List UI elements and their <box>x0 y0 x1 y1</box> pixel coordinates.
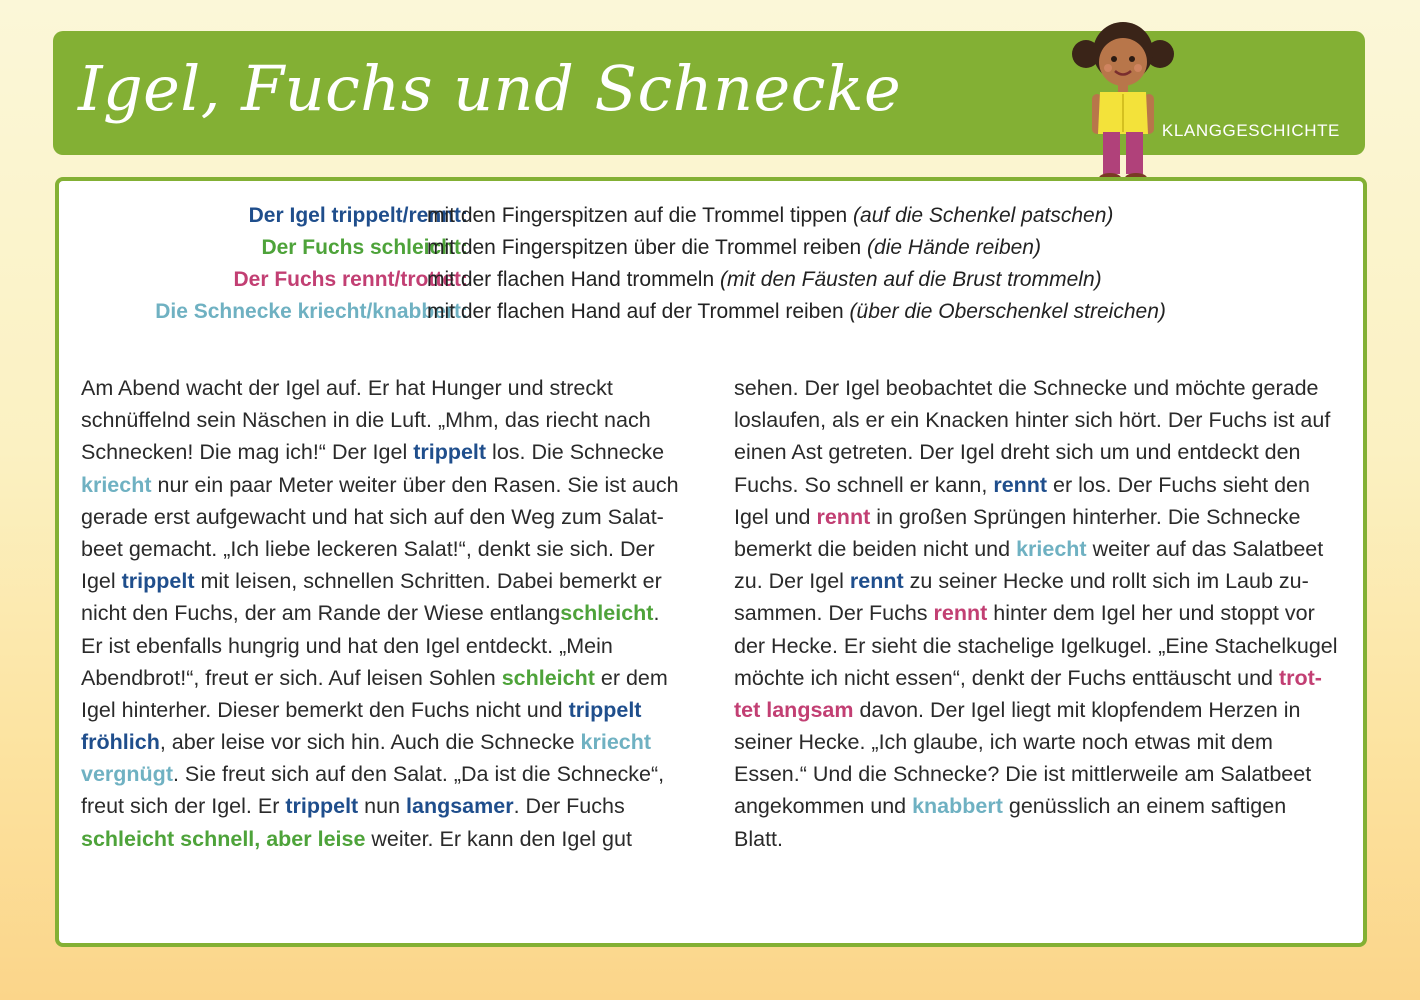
story-line <box>81 469 691 501</box>
sound-word: langsamer <box>406 794 514 819</box>
story-text: freut sich der Igel. Er <box>81 794 286 819</box>
sound-word: rennt <box>849 569 904 594</box>
story-text: nicht den Fuchs, der am Rande der Wiese entlang <box>81 601 561 626</box>
story-text: bemerkt die beiden nicht und <box>734 536 1017 561</box>
story-text: gerade erst aufgewacht und hat sich auf den Weg zum Salat- <box>81 504 664 529</box>
story-text: . Der Fuchs <box>513 794 625 819</box>
story-text: davon. Der Igel liegt mit klopfendem Herzen in <box>853 697 1301 722</box>
story-line <box>734 694 1344 726</box>
sound-word: fröhlich <box>81 730 160 755</box>
story-line <box>81 372 691 404</box>
story-text: nun <box>358 794 407 819</box>
story-line <box>734 726 1344 758</box>
story-text: schnüffelnd sein Näschen in die Luft. „Mhm, das riecht nach <box>81 408 651 433</box>
story-text: Igel und <box>734 504 817 529</box>
legend-alt: (die Hände reiben) <box>867 236 1041 259</box>
story-text: . <box>653 601 660 626</box>
story-text: zu. Der Igel <box>734 569 850 594</box>
story-text: seiner Hecke. „Ich glaube, ich warte noch etwas mit dem <box>734 730 1273 755</box>
story-text: , aber leise vor sich hin. Auch die Schnecke <box>159 730 581 755</box>
story-text: sehen. Der Igel beobachtet die Schnecke und möchte gerade <box>734 376 1319 400</box>
story-text: Er ist ebenfalls hungrig und hat den Igel entdeckt. „Mein <box>81 633 613 658</box>
story-line <box>81 694 691 726</box>
story-text: er dem <box>594 665 668 690</box>
legend-row <box>59 200 1363 232</box>
story-text: mit leisen, schnellen Schritten. Dabei bemerkt er <box>194 569 662 594</box>
story-line <box>81 597 691 629</box>
story-text: loslaufen, als er ein Knacken hinter sich hört. Der Fuchs ist auf <box>734 408 1331 433</box>
content-card <box>55 177 1367 947</box>
page-title: Igel, Fuchs und Schnecke <box>78 52 902 125</box>
story-text: angekommen und <box>734 794 913 819</box>
story-line <box>734 597 1344 629</box>
story-text: Abendbrot!“, freut er sich. Auf leisen Sohlen <box>81 665 502 690</box>
story-line <box>734 565 1344 597</box>
story-line <box>81 404 691 436</box>
sound-word: kriecht <box>81 472 152 497</box>
story-line <box>81 533 691 565</box>
sound-word: tet langsam <box>734 697 854 722</box>
legend-desc: mit den Fingerspitzen über die Trommel reiben (die Hände reiben) <box>427 236 1041 259</box>
story-text: einen Ast getreten. Der Igel dreht sich um und entdeckt den <box>734 440 1301 465</box>
sound-word: trippelt <box>121 569 195 594</box>
story-line <box>734 630 1344 662</box>
story-line <box>81 501 691 533</box>
sound-word: schleicht schnell, aber leise <box>81 826 366 851</box>
sound-word: trot- <box>1278 665 1322 690</box>
sound-word: rennt <box>933 601 988 626</box>
story-text: in großen Sprüngen hinterher. Die Schnecke <box>870 504 1301 529</box>
sound-word: kriecht <box>1016 536 1087 561</box>
story-line <box>81 662 691 694</box>
story-text: Schnecken! Die mag ich!“ Der Igel <box>81 440 414 465</box>
legend-alt: (mit den Fäusten auf die Brust trommeln) <box>719 268 1102 291</box>
story-text: weiter. Er kann den Igel gut <box>365 826 632 851</box>
legend-name: Der Igel trippelt/rennt: <box>248 204 468 227</box>
story-column-right <box>734 372 1344 855</box>
sound-word: vergnügt <box>81 762 173 787</box>
story-line <box>734 790 1344 822</box>
story-text: beet gemacht. „Ich liebe leckeren Salat!“, denkt sie sich. Der <box>81 536 655 561</box>
story-text: sammen. Der Fuchs <box>734 601 934 626</box>
legend-name: Der Fuchs schleicht: <box>261 236 468 259</box>
story-text: hinter dem Igel her und stoppt vor <box>987 601 1315 626</box>
story-text: zu seiner Hecke und rollt sich im Laub zu- <box>903 569 1309 594</box>
story-line <box>734 436 1344 468</box>
story-line <box>81 436 691 468</box>
story-line <box>734 372 1344 404</box>
story-text: Igel <box>81 569 122 594</box>
story-line <box>81 726 691 758</box>
story-text: er los. Der Fuchs sieht den <box>1047 472 1310 497</box>
legend-name: Der Fuchs rennt/trottet: <box>233 268 468 291</box>
story-line <box>81 758 691 790</box>
legend-alt: (über die Oberschenkel streichen) <box>849 300 1166 323</box>
story-line <box>734 662 1344 694</box>
story-text: Essen.“ Und die Schnecke? Die ist mittlerweile am Salatbeet <box>734 762 1312 787</box>
story-line <box>734 501 1344 533</box>
sound-word: schleicht <box>501 665 595 690</box>
story-text: Am Abend wacht der Igel auf. Er hat Hunger und streckt <box>81 376 613 400</box>
story-text: . Sie freut sich auf den Salat. „Da ist die Schnecke“, <box>172 762 665 787</box>
story-line <box>81 790 691 822</box>
story-line <box>81 630 691 662</box>
legend-desc: mit der flachen Hand auf der Trommel reiben (über die Oberschenkel streichen) <box>427 300 1166 323</box>
legend-row <box>59 296 1363 328</box>
sound-word: rennt <box>993 472 1048 497</box>
legend-name: Die Schnecke kriecht/knabbert: <box>155 300 468 323</box>
story-line <box>734 533 1344 565</box>
girl-illustration <box>1068 12 1178 184</box>
legend-row <box>59 232 1363 264</box>
sound-word: trippelt <box>568 697 642 722</box>
story-line <box>81 823 691 855</box>
story-text: Fuchs. So schnell er kann, <box>734 472 994 497</box>
sound-word: kriecht <box>580 730 652 755</box>
story-line <box>734 469 1344 501</box>
story-text: Blatt. <box>734 826 783 851</box>
story-text: der Hecke. Er sieht die stachelige Igelkugel. „Eine Stachelkugel <box>734 633 1338 658</box>
sound-word: schleicht <box>560 601 654 626</box>
story-text: genüsslich an einem saftigen <box>1002 794 1287 819</box>
sound-word: knabbert <box>912 794 1003 819</box>
legend-alt: (auf die Schenkel patschen) <box>853 204 1114 227</box>
sound-word: trippelt <box>285 794 359 819</box>
story-line <box>734 758 1344 790</box>
story-text: los. Die Schnecke <box>486 440 665 465</box>
legend-desc: mit den Fingerspitzen auf die Trommel tippen (auf die Schenkel patschen) <box>427 204 1114 227</box>
story-text: möchte ich nicht essen“, denkt der Fuchs enttäuscht und <box>734 665 1279 690</box>
story-text: Igel hinterher. Dieser bemerkt den Fuchs nicht und <box>81 697 569 722</box>
sound-word: trippelt <box>413 440 487 465</box>
legend-desc: mit der flachen Hand trommeln (mit den Fäusten auf die Brust trommeln) <box>427 268 1102 291</box>
story-text: nur ein paar Meter weiter über den Rasen. Sie ist auch <box>151 472 679 497</box>
story-line <box>734 404 1344 436</box>
story-text: weiter auf das Salatbeet <box>1086 536 1324 561</box>
sound-word: rennt <box>816 504 871 529</box>
legend-row <box>59 264 1363 296</box>
story-line <box>734 823 1344 855</box>
category-tag: KLANGGESCHICHTE <box>1161 121 1340 140</box>
story-column-left <box>81 372 691 855</box>
story-line <box>81 565 691 597</box>
